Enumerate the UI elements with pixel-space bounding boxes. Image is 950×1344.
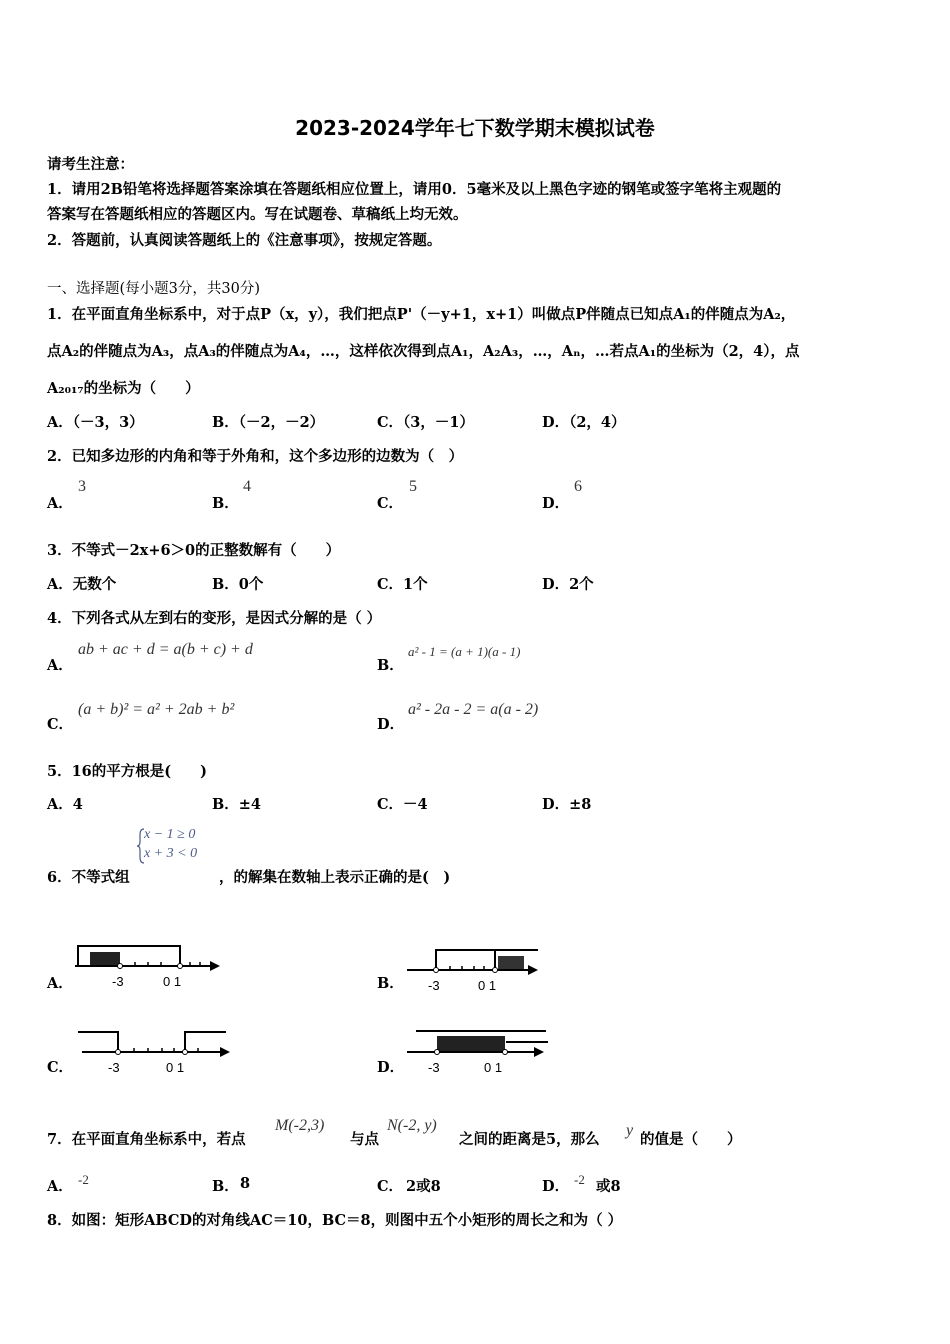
q7-point-n: N(-2, y) [387,1117,437,1134]
q4-stem: 4．下列各式从左到右的变形，是因式分解的是（ ） [47,610,382,627]
q2-stem: 2．已知多边形的内角和等于外角和，这个多边形的边数为（ ） [47,448,464,465]
tick-label-left: -3 [428,978,440,993]
q4-label-a: A． [47,657,73,674]
q6-label-a: A． [47,975,73,992]
notice-line-1: 1．请用2B铅笔将选择题答案涂填在答题纸相应位置上，请用0．5毫米及以上黑色字迹的钢笔或签字笔将主观题的 [47,181,782,198]
q6-inequality-system [136,826,220,866]
q6-label-b: B． [377,975,404,992]
tick-label-right: 0 1 [478,978,497,993]
q6-number-line-d [402,1024,552,1080]
q2-value-b: 4 [243,478,251,495]
tick-label-left: -3 [428,1060,440,1075]
q1-option-b: B．（－2，－2） [212,414,325,431]
q6-number-line-a [70,938,230,996]
q6-stem-suffix: ，的解集在数轴上表示正确的是( ) [219,869,451,886]
q7-variable: y [626,1122,634,1139]
q7-stem-suffix-1: 之间的距离是5，那么 [459,1131,600,1148]
q7-point-m: M(-2,3) [275,1117,325,1134]
q1-line-3: A₂₀₁₇的坐标为（ ） [47,380,200,397]
q2-value-d: 6 [574,478,582,495]
q5-stem: 5．16的平方根是( ) [47,763,207,780]
q4-label-b: B． [377,657,404,674]
q7-label-a: A． [47,1178,73,1195]
q4-label-c: C． [47,716,74,733]
q4-formula-c: (a + b)² = a² + 2ab + b² [78,701,235,718]
q4-formula-d: a² - 2a - 2 = a(a - 2) [408,701,539,718]
page-title: 2023-2024学年七下数学期末模拟试卷 [295,116,655,140]
q7-label-b: B． [212,1178,239,1195]
q7-label-c: C． [377,1178,404,1195]
q2-value-c: 5 [409,478,417,495]
q6-stem-prefix: 6．不等式组 [47,869,130,886]
q5-option-c: C．－4 [377,796,428,813]
q6-label-c: C． [47,1059,74,1076]
arrow-icon [528,965,538,975]
notice-heading: 请考生注意： [47,156,134,173]
q7-stem-suffix-2: 的值是（ ） [640,1131,742,1148]
q4-formula-b: a² - 1 = (a + 1)(a - 1) [408,644,521,659]
shaded-region [437,1036,505,1052]
arrow-icon [220,1047,230,1057]
q3-option-c: C．1个 [377,576,428,593]
q1-option-c: C．（3，－1） [377,414,474,431]
notice-line-3: 2．答题前，认真阅读答题纸上的《注意事项》，按规定答题。 [47,232,442,249]
notice-line-2: 答案写在答题纸相应的答题区内。写在试题卷、草稿纸上均无效。 [47,206,468,223]
q3-option-d: D．2个 [542,576,594,593]
q3-option-a: A．无数个 [47,576,117,593]
q3-option-b: B．0个 [212,576,264,593]
q5-option-d: D．±8 [542,796,592,813]
q7-value-a: -2 [78,1172,89,1187]
q7-stem-mid: 与点 [350,1131,379,1148]
q5-option-b: B．±4 [212,796,261,813]
q3-stem: 3．不等式－2x+6＞0的正整数解有（ ） [47,542,341,559]
q2-label-a: A． [47,495,73,512]
q7-label-d: D． [542,1178,570,1195]
q7-value-d-tail: 或8 [596,1178,621,1195]
q6-number-line-b [402,938,552,996]
q6-system-line-2: x + 3 < 0 [144,846,198,861]
q7-stem-prefix: 7．在平面直角坐标系中，若点 [47,1131,246,1148]
shaded-region [498,956,524,970]
q2-label-b: B． [212,495,239,512]
q7-value-b: 8 [240,1175,251,1192]
q1-line-2: 点A₂的伴随点为A₃，点A₃的伴随点为A₄，…，这样依次得到点A₁，A₂A₃，…，Aₙ，…若点A₁的坐标为（2，4），点 [47,343,800,360]
q8-stem: 8．如图：矩形ABCD的对角线AC＝10，BC＝8，则图中五个小矩形的周长之和为（ ） [47,1212,623,1229]
q2-value-a: 3 [78,478,86,495]
shaded-region [90,952,120,966]
arrow-icon [534,1047,544,1057]
tick-label-left: -3 [108,1060,120,1075]
q6-number-line-c [72,1024,237,1080]
q2-label-d: D． [542,495,570,512]
arrow-icon [210,961,220,971]
q7-value-c: 2或8 [406,1178,441,1195]
q1-line-1: 1．在平面直角坐标系中，对于点P（x，y），我们把点P'（－y+1，x+1）叫做点P伴随点已知点A₁的伴随点为A₂， [47,306,796,323]
q4-formula-a: ab + ac + d = a(b + c) + d [78,641,253,658]
q1-option-a: A．（－3，3） [47,414,144,431]
q6-label-d: D． [377,1059,405,1076]
tick-label-left: -3 [112,974,124,989]
section-heading: 一、选择题(每小题3分，共30分) [47,281,260,297]
tick-label-right: 0 1 [484,1060,503,1075]
q4-label-d: D． [377,716,405,733]
q6-system-line-1: x − 1 ≥ 0 [144,827,196,842]
tick-label-right: 0 1 [163,974,182,989]
q7-value-d: -2 [574,1172,585,1187]
q1-option-d: D．（2，4） [542,414,626,431]
tick-label-right: 0 1 [166,1060,185,1075]
q2-label-c: C． [377,495,404,512]
q5-option-a: A．4 [47,796,83,813]
